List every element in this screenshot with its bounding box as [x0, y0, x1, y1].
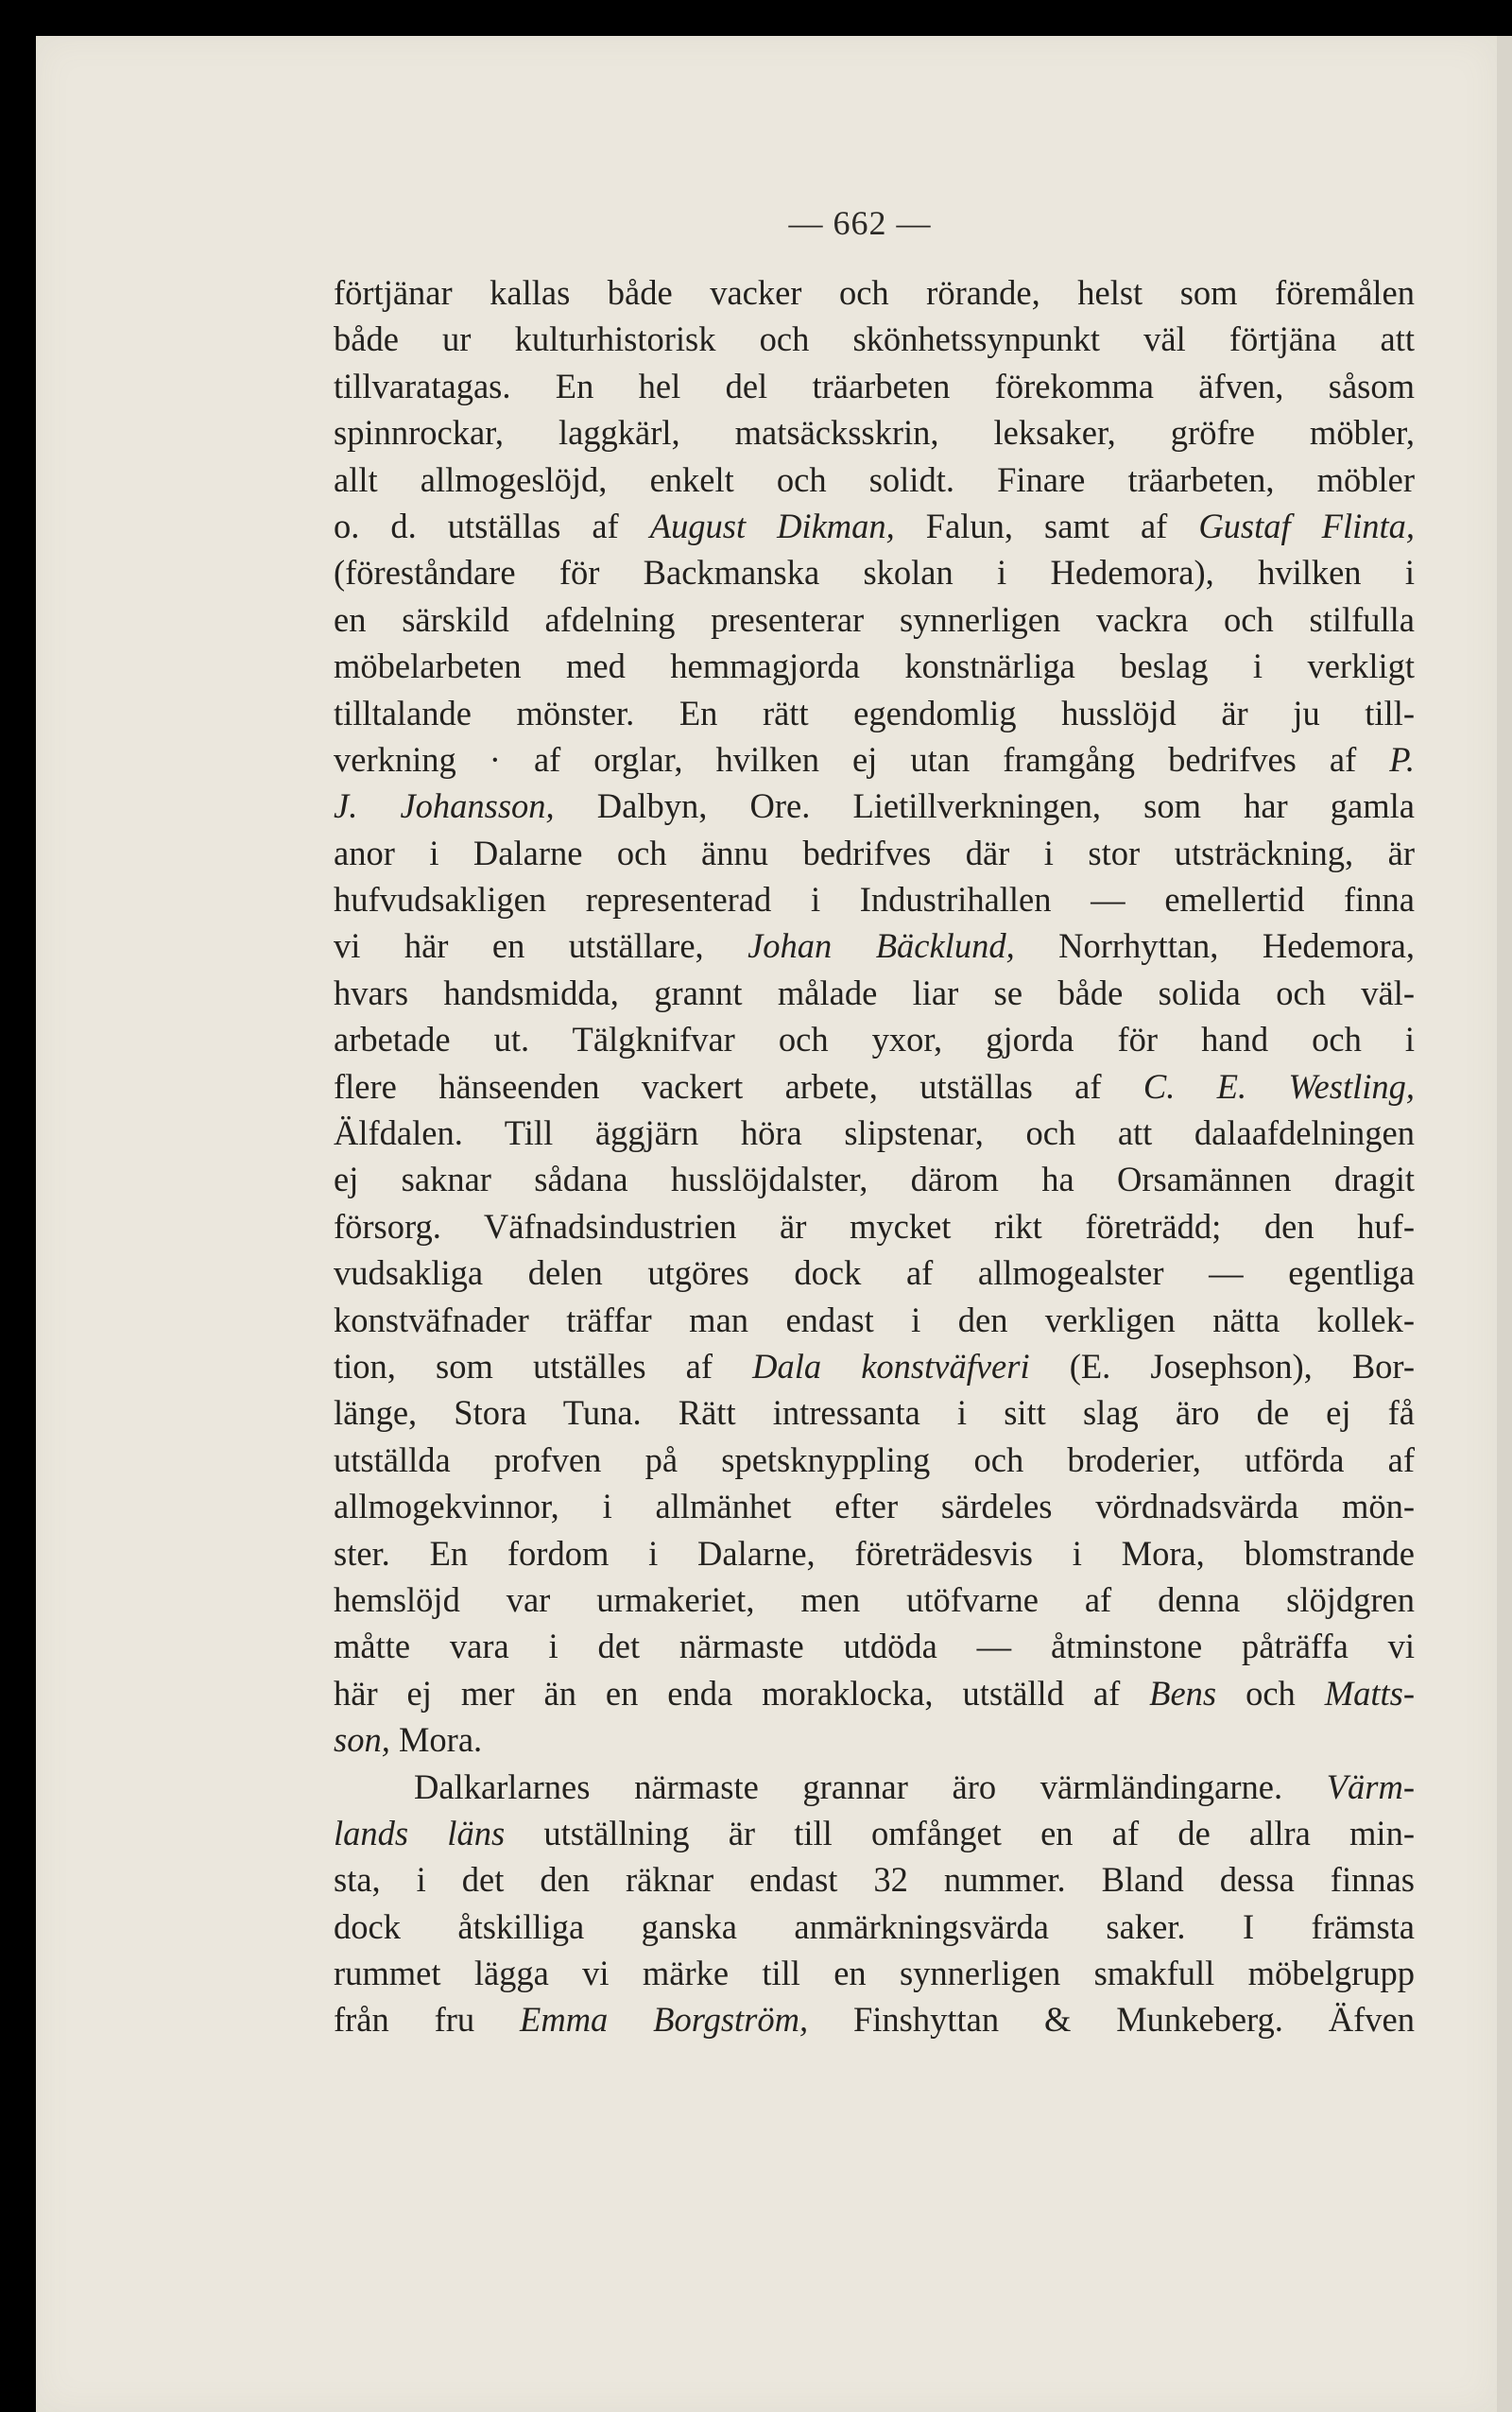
text-line	[334, 1016, 1415, 1062]
text-run: Dalkarlarnes närmaste grannar äro värmländingarne.	[414, 1766, 1327, 1806]
text-line	[334, 1904, 1415, 1950]
text-line	[334, 690, 1415, 736]
text-run: utställning är till omfånget en af de allra min-	[505, 1813, 1415, 1852]
text-line	[334, 1623, 1415, 1669]
italic-name: Bens	[1149, 1673, 1217, 1713]
text-line	[334, 1576, 1415, 1623]
text-line	[334, 503, 1415, 549]
text-line	[334, 1437, 1415, 1483]
text-run: tion, som utställes af	[334, 1346, 753, 1386]
text-line	[334, 1110, 1415, 1156]
text-line	[334, 1203, 1415, 1249]
text-run: Finshyttan & Munkeberg. Äfven	[808, 2000, 1415, 2040]
page-edge	[1497, 36, 1512, 2412]
text-run: ster. En fordom i Dalarne, företrädesvis i Mora, blomstrande	[334, 1533, 1415, 1573]
text-run: både ur kulturhistorisk och skönhetssynpunkt väl förtjäna att	[334, 319, 1415, 359]
body-text	[334, 269, 1415, 2043]
text-line	[334, 970, 1415, 1016]
text-line	[334, 1343, 1415, 1389]
text-run: möbelarbeten med hemmagjorda konstnärliga beslag i verkligt	[334, 646, 1415, 686]
italic-name: C. E. Westling,	[1143, 1066, 1415, 1106]
text-line	[334, 1389, 1415, 1436]
text-line	[334, 1249, 1415, 1296]
text-run: från fru	[334, 2000, 521, 2040]
text-line	[334, 269, 1415, 316]
italic-name: son,	[334, 1720, 390, 1760]
italic-name: J. Johansson,	[334, 786, 555, 826]
text-run: allmogekvinnor, i allmänhet efter särdeles vördnadsvärda mön-	[334, 1487, 1415, 1526]
italic-name: Johan Bäcklund,	[747, 926, 1015, 966]
italic-name: Matts-	[1324, 1673, 1415, 1713]
text-run: dock åtskilliga ganska anmärkningsvärda saker. I främsta	[334, 1906, 1415, 1946]
text-run: anor i Dalarne och ännu bedrifves där i stor utsträckning, är	[334, 833, 1415, 872]
text-run: tilltalande mönster. En rätt egendomlig husslöjd är ju till-	[334, 693, 1415, 732]
text-line	[334, 363, 1415, 409]
text-run: förtjänar kallas både vacker och rörande, helst som föremålen	[334, 273, 1415, 312]
text-run: Norrhyttan, Hedemora,	[1014, 926, 1415, 966]
text-run: tillvaratagas. En hel del träarbeten förekomma äfven, såsom	[334, 366, 1415, 405]
text-run: hemslöjd var urmakeriet, men utöfvarne af denna slöjdgren	[334, 1579, 1415, 1619]
text-line	[334, 549, 1415, 595]
text-run: vudsakliga delen utgöres dock af allmogealster — egentliga	[334, 1253, 1415, 1293]
text-run: Älfdalen. Till äggjärn höra slipstenar, och att dalaafdelningen	[334, 1113, 1415, 1153]
text-run: hvars handsmidda, grannt målade liar se både solida och väl-	[334, 973, 1415, 1012]
text-run: Falun, samt af	[894, 506, 1199, 545]
italic-name: Dala konstväfveri	[752, 1346, 1030, 1386]
text-line	[334, 1670, 1415, 1716]
text-line	[334, 922, 1415, 969]
text-run: försorg. Väfnadsindustrien är mycket rikt företrädd; den huf-	[334, 1206, 1415, 1246]
text-run: och	[1216, 1673, 1325, 1713]
text-run: Dalbyn, Ore. Lietillverkningen, som har gamla	[554, 786, 1415, 826]
text-run: vi här en utställare,	[334, 926, 748, 966]
text-line	[334, 736, 1415, 783]
text-line	[334, 1483, 1415, 1529]
italic-name: August Dikman,	[649, 506, 895, 545]
text-line	[334, 1950, 1415, 1996]
text-run: flere hänseenden vackert arbete, utställas af	[334, 1066, 1143, 1106]
text-line	[334, 1530, 1415, 1576]
text-line	[334, 1810, 1415, 1856]
text-run: en särskild afdelning presenterar synnerligen vackra och stilfulla	[334, 599, 1415, 639]
italic-name: Gustaf Flinta,	[1198, 506, 1415, 545]
text-line	[334, 596, 1415, 643]
text-line	[334, 1764, 1415, 1810]
text-line	[334, 876, 1415, 922]
text-line	[334, 643, 1415, 689]
text-line	[334, 1156, 1415, 1202]
text-line	[334, 1297, 1415, 1343]
text-line	[334, 1716, 1415, 1763]
text-line	[334, 830, 1415, 876]
italic-name: Värm-	[1326, 1766, 1415, 1806]
text-line	[334, 783, 1415, 829]
text-run: sta, i det den räknar endast 32 nummer. Bland dessa finnas	[334, 1860, 1415, 1900]
italic-name: P.	[1389, 739, 1415, 779]
italic-name: lands läns	[334, 1813, 506, 1852]
text-run: länge, Stora Tuna. Rätt intressanta i sitt slag äro de ej få	[334, 1393, 1415, 1433]
text-run: utställda profven på spetsknyppling och broderier, utförda af	[334, 1439, 1415, 1479]
text-run: (föreståndare för Backmanska skolan i Hedemora), hvilken i	[334, 553, 1415, 593]
text-run: spinnrockar, laggkärl, matsäcksskrin, leksaker, gröfre möbler,	[334, 413, 1415, 453]
text-line	[334, 1063, 1415, 1110]
text-line	[334, 409, 1415, 456]
italic-name: Emma Borgström,	[520, 2000, 809, 2040]
text-line	[334, 1996, 1415, 2042]
text-run: hufvudsakligen representerad i Industrihallen — emellertid finna	[334, 880, 1415, 920]
page-number: — 662 —	[788, 204, 932, 242]
text-run: Mora.	[389, 1720, 483, 1760]
text-run: rummet lägga vi märke till en synnerligen smakfull möbelgrupp	[334, 1954, 1415, 1993]
text-line	[334, 316, 1415, 362]
text-run: här ej mer än en enda moraklocka, utställd af	[334, 1673, 1150, 1713]
text-run: allt allmogeslöjd, enkelt och solidt. Finare träarbeten, möbler	[334, 459, 1415, 499]
text-line	[334, 457, 1415, 503]
text-run: verkning · af orglar, hvilken ej utan framgång bedrifves af	[334, 739, 1390, 779]
text-run: arbetade ut. Tälgknifvar och yxor, gjorda för hand och i	[334, 1020, 1415, 1060]
text-line	[334, 1856, 1415, 1903]
text-run: måtte vara i det närmaste utdöda — åtminstone påträffa vi	[334, 1627, 1415, 1666]
text-run: konstväfnader träffar man endast i den verkligen nätta kollek-	[334, 1300, 1415, 1339]
text-run: o. d. utställas af	[334, 506, 650, 545]
text-run: (E. Josephson), Bor-	[1029, 1346, 1415, 1386]
text-run: ej saknar sådana husslöjdalster, därom ha Orsamännen dragit	[334, 1160, 1415, 1199]
